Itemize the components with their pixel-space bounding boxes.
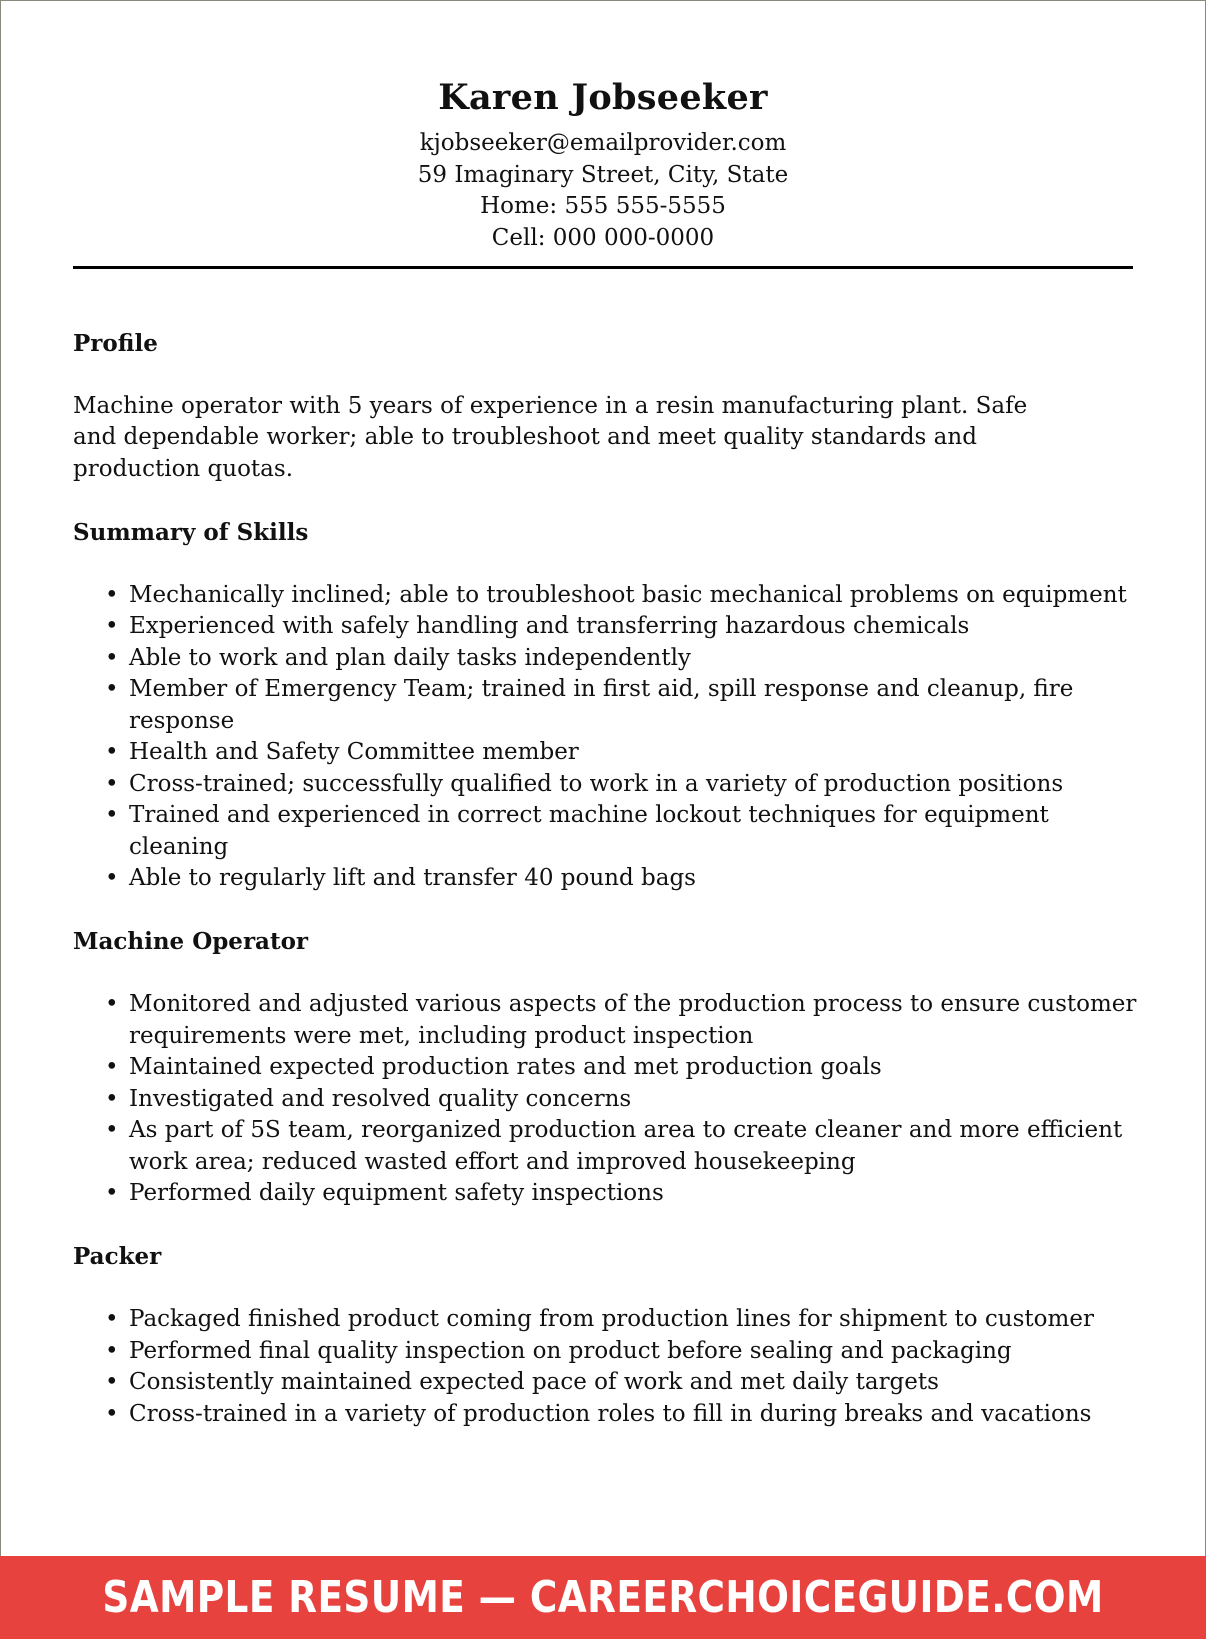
bullet-icon: •	[105, 1337, 119, 1364]
bullet-icon: •	[105, 1306, 119, 1332]
bullet-icon: •	[105, 1117, 119, 1143]
list-item: • Performed daily equipment safety inspections	[73, 1178, 1149, 1210]
bullet-icon: •	[105, 1054, 119, 1080]
candidate-name: Karen Jobseeker	[438, 77, 768, 118]
street-address: 59 Imaginary Street, City, State	[417, 161, 789, 188]
list-item: • Member of Emergency Team; trained in first aid, spill response and cleanup, fire response	[105, 676, 1074, 734]
machine-operator-list	[73, 989, 1137, 1210]
skills-heading: Summary of Skills	[73, 518, 309, 546]
home-phone: Home: 555 555-5555	[480, 193, 726, 219]
bullet-icon: •	[105, 581, 119, 608]
bullet-icon: •	[105, 613, 119, 639]
list-item: • Cross-trained; successfully qualified to work in a variety of production positions	[73, 769, 1149, 801]
resume-page	[73, 68, 1137, 1430]
watermark-banner	[0, 1556, 1206, 1639]
bullet-icon: •	[105, 802, 119, 828]
list-item: • Cross-trained in a variety of production roles to fill in during breaks and vacations	[73, 1399, 1149, 1431]
list-item: • Investigated and resolved quality concerns	[73, 1084, 1149, 1116]
bullet-icon: •	[105, 1180, 119, 1206]
list-item: • Able to regularly lift and transfer 40 pound bags	[73, 863, 1149, 895]
profile-text: Machine operator with 5 years of experience in a resin manufacturing plant. Safe and dependable worker; able to troubleshoot and meet quality standards and production quotas.	[73, 392, 1028, 482]
list-item: • Able to work and plan daily tasks independently	[73, 643, 1149, 675]
skills-list	[73, 580, 1133, 895]
bullet-icon: •	[105, 676, 119, 702]
bullet-icon: •	[105, 644, 119, 671]
bullet-icon: •	[105, 865, 119, 891]
resume-header	[73, 68, 1133, 254]
list-item: • Consistently maintained expected pace of work and met daily targets	[73, 1367, 1149, 1399]
bullet-icon: •	[105, 1400, 119, 1427]
email-address: kjobseeker@emailprovider.com	[419, 130, 787, 156]
bullet-icon: •	[105, 991, 119, 1017]
list-item: • Health and Safety Committee member	[73, 737, 1149, 769]
bullet-icon: •	[105, 1085, 119, 1112]
bullet-icon: •	[105, 739, 119, 765]
list-item: • Experienced with safely handling and transferring hazardous chemicals	[73, 611, 1149, 643]
list-item: • Performed final quality inspection on product before sealing and packaging	[73, 1336, 1149, 1368]
banner-text: SAMPLE RESUME — CAREERCHOICEGUIDE.COM	[102, 1572, 1104, 1623]
list-item: • As part of 5S team, reorganized production area to create cleaner and more efficient work area; reduced wasted effort and improved housekeeping	[105, 1117, 1123, 1175]
list-item: • Mechanically inclined; able to troubleshoot basic mechanical problems on equipment	[73, 580, 1149, 612]
bullet-icon: •	[105, 770, 119, 797]
bullet-icon: •	[105, 1369, 119, 1395]
packer-heading: Packer	[73, 1243, 162, 1270]
header-divider	[73, 266, 1133, 269]
profile-heading: Profile	[73, 330, 158, 357]
cell-phone: Cell: 000 000-0000	[491, 224, 715, 251]
list-item: • Monitored and adjusted various aspects of the production process to ensure customer requirements were met, including product inspection	[105, 991, 1137, 1049]
list-item: • Maintained expected production rates and met production goals	[73, 1052, 1149, 1084]
machine-operator-heading: Machine Operator	[73, 928, 309, 955]
packer-list	[73, 1304, 1133, 1430]
list-item: • Trained and experienced in correct machine lockout techniques for equipment cleaning	[105, 802, 1049, 860]
list-item: • Packaged finished product coming from production lines for shipment to customer	[73, 1304, 1149, 1336]
